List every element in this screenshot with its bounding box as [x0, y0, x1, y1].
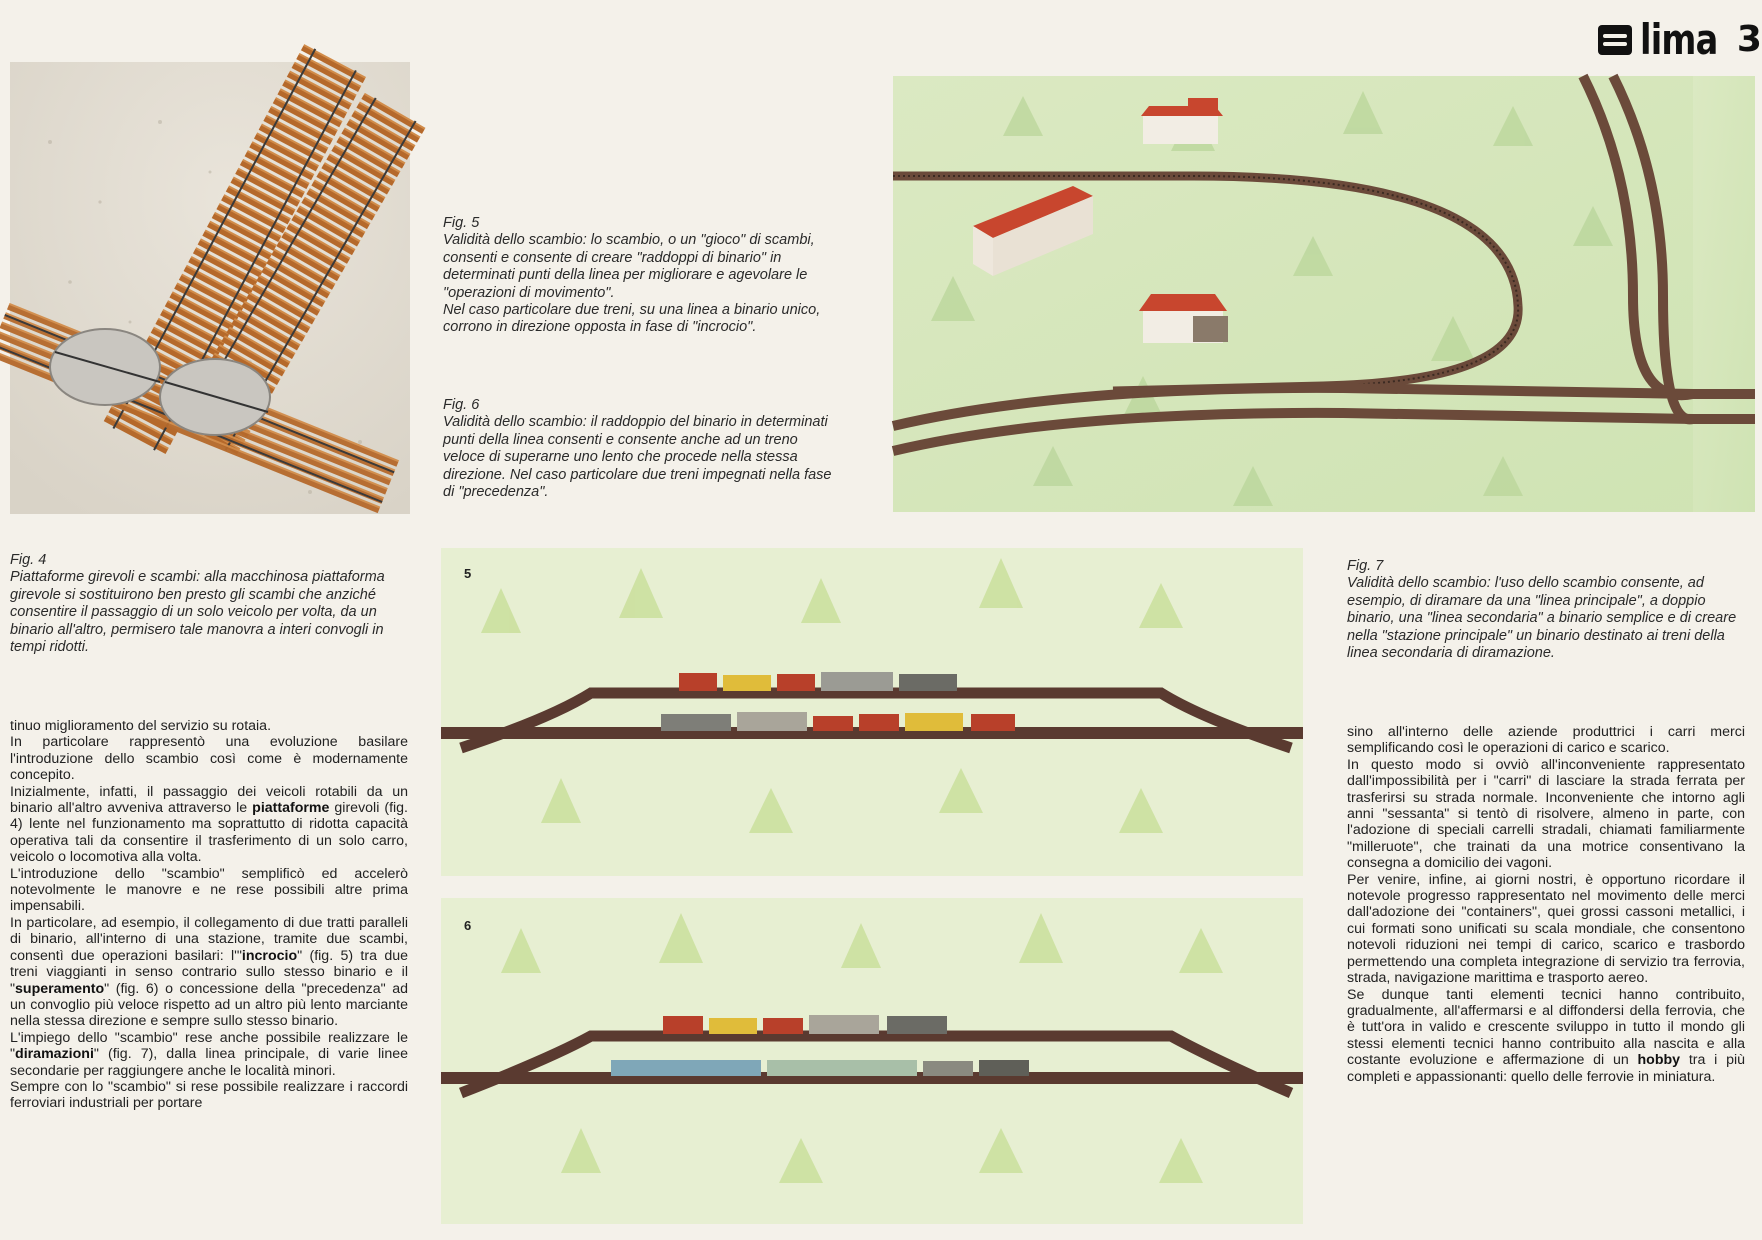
left-paragraph-4: L'introduzione dello "scambio" semplificò ed accelerò notevolmente le manovre e ne rese possibili altre prima impensabili.: [10, 865, 408, 915]
left-p3-c: girevoli (fig. 4) lente nel funzionamento ma soprattutto di ridotta capacità operativa tali da consentire il trasferimento di un solo carro, veicolo o locomotiva alla volta.: [10, 800, 408, 866]
left-paragraph-1: tinuo miglioramento del servizio su rotaia.: [10, 718, 272, 734]
left-p5-a: In particolare, ad esempio, il collegamento di due tratti paralleli di binario, all'interno di una stazione, tramite due scambi, consentì due operazioni basilari: l'": [10, 914, 408, 964]
page-number: 3: [1736, 19, 1762, 60]
fig4-text: Piattaforme girevoli e scambi: alla macchinosa piattaforma girevole si sostituirono ben presto gli scambi che anziché consentire il passaggio di un solo veicolo per volta, da un binario all'altro, permisero tale manovra a interi convogli in tempi ridotti.: [10, 569, 385, 656]
left-paragraph-2: In particolare rappresentò una evoluzione basilare l'introduzione dello scambio così come è modernamente concepito.: [10, 734, 408, 784]
brand-name: lima: [1640, 15, 1718, 64]
right-p4-a: Se dunque tanti elementi tecnici hanno contribuito, gradualmente, all'affermarsi e al diffondersi della ferrovia, che è tutt'ora in valido e crescente sviluppo in tutto il mondo gli stessi elementi tecnici hanno contribuito alla nascita e alla costante evoluzione e affermazione di un: [1347, 986, 1745, 1069]
fig4-illustration: [10, 62, 410, 514]
fig7-text: Validità dello scambio: l'uso dello scambio consente, ad esempio, di diramare da una "linea principale", a doppio binario, una "linea secondaria" a binario semplice e di creare nella "stazione principale" un binario destinato ai treni della linea secondaria di diramazione.: [1347, 575, 1737, 662]
right-paragraph-2: In questo modo si ovviò all'inconveniente rappresentato dall'impossibilità per i "carri" di lasciare la strada ferrata per trasferirsi su strada normale. Inconveniente che intorno agli anni "sessanta" si tentò di risolvere, almeno in parte, con l'adozione di speciali carrelli stradali, chiamati familiarmente "milleruote", che trainati da una motrice consentivano la consegna a domicilio dei vagoni.: [1347, 756, 1745, 872]
right-paragraph-1: sino all'interno delle aziende produttrici i carri merci semplificando così le operazioni di carico e scarico.: [1347, 724, 1745, 757]
left-paragraph-6: [10, 1030, 408, 1079]
fig7-caption: [1347, 558, 1745, 662]
left-p6-c: " (fig. 7), dalla linea principale, di varie linee secondarie per raggiungere anche le località minori.: [10, 1046, 408, 1079]
fig6-label: Fig. 6: [443, 397, 480, 413]
right-paragraph-4: [1347, 987, 1745, 1085]
fig4-label: Fig. 4: [10, 552, 47, 568]
fig5-label: Fig. 5: [443, 215, 480, 231]
panel-6-number: 6: [464, 918, 472, 933]
left-paragraph-3: [10, 784, 408, 866]
fig5-caption: [443, 215, 841, 337]
left-p5-c: " (fig. 5) tra due treni viaggianti in senso contrario sullo stesso binario e il ": [10, 947, 408, 997]
term-superamento: superamento: [15, 980, 105, 997]
panel-5-number: 5: [464, 566, 472, 581]
term-piattaforme: piattaforme: [252, 800, 330, 817]
fig5-text: Validità dello scambio: lo scambio, o un "gioco" di scambi, consenti e consente di creare "raddoppi di binario" in determinati punti della linea per migliorare e agevolare le "operazioni di movimento".: [443, 232, 815, 301]
term-diramazioni: diramazioni: [15, 1046, 94, 1063]
fig6-caption: [443, 397, 841, 501]
fig5-illustration: [441, 548, 1303, 876]
left-p5-e: " (fig. 6) o concessione della "precedenza" ad un convoglio più veloce rispetto ad un altro più lento marciante nella stessa direzione e sempre sullo stesso binario.: [10, 980, 408, 1030]
lima-logo-icon: [1598, 25, 1632, 55]
term-hobby: hobby: [1637, 1052, 1681, 1069]
fig7-illustration: [893, 76, 1755, 512]
fig5-text-2: Nel caso particolare due treni, su una linea a binario unico, corrono in direzione opposta in fase di "incrocio".: [443, 302, 821, 336]
left-column-text: [10, 718, 408, 1112]
right-p4-c: tra i più completi e appassionanti: quello delle ferrovie in miniatura.: [1347, 1052, 1746, 1085]
left-paragraph-7: Sempre con lo "scambio" si rese possibile realizzare i raccordi ferroviari industriali per portare: [10, 1078, 408, 1112]
lima-logo: [1598, 15, 1762, 64]
left-p6-a: L'impiego dello "scambio" rese anche possibile realizzare le ": [10, 1029, 408, 1063]
right-column-text: [1347, 724, 1745, 1085]
term-incrocio: incrocio: [241, 947, 298, 964]
right-paragraph-3: Per venire, infine, ai giorni nostri, è opportuno ricordare il notevole progresso rappresentato nel movimento delle merci dall'adozione dei "containers", quei grossi cassoni metallici, i cui formati sono unificati su scala mondiale, che consentono notevoli riduzioni nei tempi di carico, scarico e trasbordo permettendo una completa integrazione di servizio tra ferrovia, strada, navigazione marittima e trasporto aereo.: [1347, 871, 1745, 987]
fig6-illustration: [441, 898, 1303, 1224]
fig7-label: Fig. 7: [1347, 558, 1384, 574]
fig4-caption: [10, 552, 408, 656]
left-p3-a: Inizialmente, infatti, il passaggio dei veicoli rotabili da un binario all'altro avveniva attraverso le: [10, 783, 408, 817]
fig6-text: Validità dello scambio: il raddoppio del binario in determinati punti della linea consenti e consente anche ad un treno veloce di superarne uno lento che procede nella stessa direzione. Nel caso particolare due treni impegnati nella fase di "precedenza".: [443, 414, 832, 501]
left-paragraph-5: [10, 915, 408, 1030]
